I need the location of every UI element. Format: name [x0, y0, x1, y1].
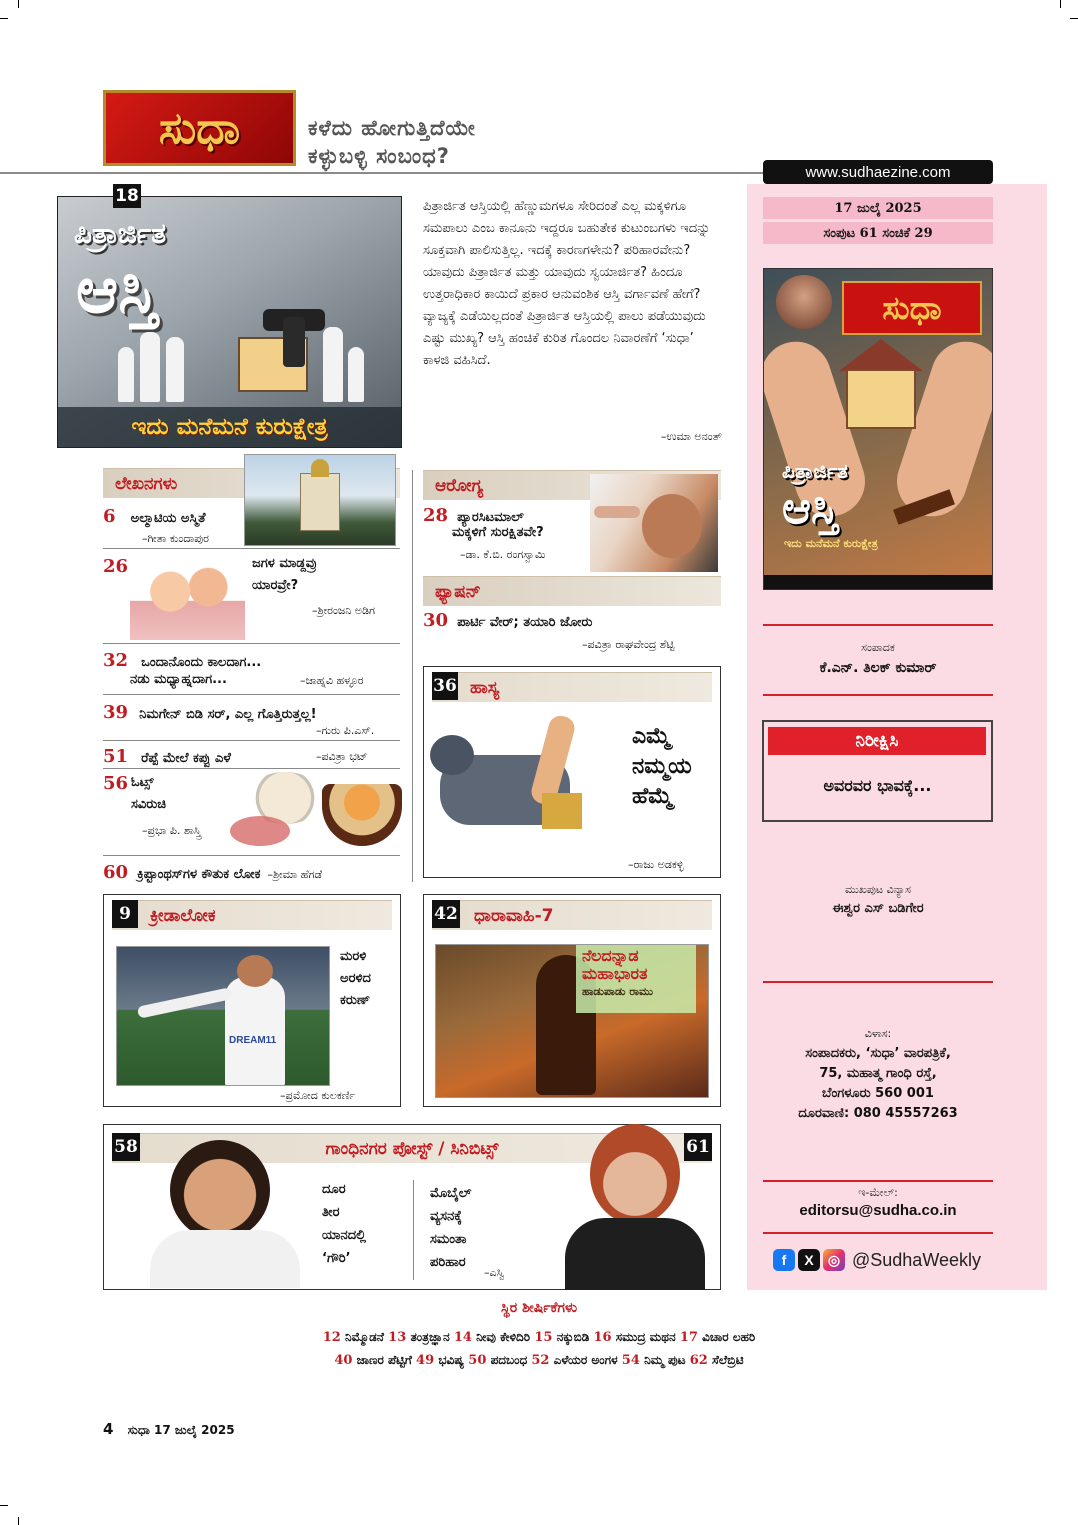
text-line: ಸಮಂತಾ: [430, 1232, 467, 1247]
title-line: ಅರಳಿದ: [340, 971, 371, 986]
article-author: –ಪ್ರಭಾ ಪಿ. ಶಾಸ್ತ್ರಿ: [142, 824, 201, 837]
cover-story-image[interactable]: [57, 196, 402, 448]
address-line: ಸಂಪಾದಕರು, ‘ಸುಧಾ’ ವಾರಪತ್ರಿಕೆ,: [805, 1046, 951, 1061]
cinema-divider: [413, 1180, 414, 1280]
player-jersey: [225, 977, 285, 1086]
caption-line: ನಮ್ಮಯ: [632, 754, 692, 779]
editor-name: ಕೆ.ಎನ್. ತಿಲಕ್ ಕುಮಾರ್: [819, 660, 937, 676]
article-author: –ರಾಜು ಅಡಕಳ್ಳಿ: [628, 858, 684, 871]
serial-page-number: 42: [432, 900, 460, 928]
article-title: ಪ್ಯಾರಸಿಟಮಾಲ್: [457, 510, 524, 525]
regular-columns-heading: ಸ್ಥಿರ ಶೀರ್ಷಿಕೆಗಳು: [500, 1300, 578, 1316]
crop-mark: [0, 18, 8, 19]
page-folio: [103, 1420, 235, 1438]
articles-heading: ಲೇಖನಗಳು: [103, 468, 400, 498]
issue-volume: ಸಂಪುಟ 61 ಸಂಚಿಕೆ 29: [763, 222, 993, 244]
article-author: –ಗುರು ಪಿ.ಎಸ್.: [316, 724, 375, 737]
email-label: ಇ-ಮೇಲ್:: [858, 1186, 898, 1199]
cover-house-roof: [839, 339, 923, 371]
tagline-line-1: ಕಳೆದು ಹೋಗುತ್ತಿದೆಯೇ: [308, 116, 476, 140]
series-title: ಮಹಾಭಾರತ: [582, 964, 648, 983]
article-title: ಅಲ್ಮಾಟಿಯ ಅಸ್ಮಿತೆ: [130, 511, 206, 526]
buffalo-head: [430, 735, 474, 775]
jersey-text: DREAM11: [229, 1035, 277, 1046]
article-title: ನಡು ಮಧ್ಯಾಹ್ನದಾಗ...: [130, 672, 227, 687]
editor-label: ಸಂಪಾದಕ: [861, 641, 895, 654]
regular-columns-row-1: [0, 1330, 1078, 1345]
issue-date: 17 ಜುಲೈ 2025: [763, 197, 993, 219]
cinema-page-left: 58: [112, 1133, 140, 1161]
article-title: ಯಾರವ್ರೇ?: [252, 578, 299, 593]
family-figure: [348, 347, 364, 402]
article-author: –ಪ್ರಮೋದ ಕುಲಕರ್ಣಿ: [280, 1089, 356, 1102]
regular-column[interactable]: 17 ವಿಚಾರ ಲಹರಿ: [679, 1330, 756, 1345]
header-tagline: [308, 114, 476, 170]
actress-right-face: [590, 1124, 680, 1224]
sidebar-rule: [763, 624, 993, 626]
page-number: 32: [103, 650, 129, 671]
regular-column[interactable]: 40 ಜಾಣರ ಪೆಟ್ಟಿಗೆ: [334, 1353, 412, 1368]
crop-mark: [1060, 0, 1061, 8]
article-item-32[interactable]: [103, 650, 400, 671]
article-title: ಮಕ್ಕಳಿಗೆ ಸುರಕ್ಷಿತವೇ?: [452, 525, 544, 540]
family-figure: [166, 337, 184, 402]
regular-column[interactable]: 14 ನೀವು ಕೇಳಿದಿರಿ: [453, 1330, 531, 1345]
address-line: ಬೆಂಗಳೂರು 560 001: [822, 1086, 934, 1101]
garnish: [230, 816, 290, 846]
text-line: ‘ಗೌರಿ’: [322, 1251, 351, 1266]
series-title-box: [576, 944, 696, 1013]
family-figure: [118, 347, 134, 402]
buffalo-cartoon-image: [430, 715, 630, 865]
article-author: –ಶ್ರೀಮಾ ಹೆಗಡೆ: [267, 868, 323, 881]
page-number: 51: [103, 746, 129, 767]
article-item-51[interactable]: [103, 746, 303, 767]
article-title: ಒಂದಾನೊಂದು ಕಾಲದಾಗ...: [141, 655, 262, 670]
health-item[interactable]: [423, 505, 524, 526]
article-author: –ಡಾ. ಕೆ.ಬಿ. ರಂಗಸ್ವಾಮಿ: [460, 548, 546, 561]
title-line: ಮರಳಿ: [340, 949, 367, 964]
article-title: ಜಗಳ ಮಾಡ್ದವ್ರು: [252, 556, 317, 571]
article-title: ಸವಿರುಚಿ: [131, 797, 167, 812]
cover-title: ಪಿತ್ರಾರ್ಜಿತ ಆಸ್ತಿ: [782, 459, 848, 534]
header-rule: [0, 172, 765, 174]
actress-left-image[interactable]: [150, 1140, 300, 1288]
review-heading: ನಿರೀಕ್ಷಿಸಿ: [768, 727, 986, 755]
article-title: ಓಟ್ಸ್: [131, 775, 154, 790]
email-link[interactable]: editorsu@sudha.co.in: [799, 1202, 957, 1219]
player-head: [237, 955, 273, 987]
article-title: ರೆಪ್ಪೆ ಮೇಲೆ ಕಪ್ಪು ಎಳೆ: [141, 751, 231, 766]
article-item-39[interactable]: [103, 702, 400, 723]
cover-story-band: ಇದು ಮನೆಮನೆ ಕುರುಕ್ಷೇತ್ರ: [58, 407, 401, 447]
child-medicine-image[interactable]: [590, 474, 718, 572]
cathedral-dome: [311, 459, 329, 477]
cover-story-page-number: 18: [113, 184, 141, 208]
regular-column[interactable]: 15 ನಕ್ಕುಬಿಡಿ: [534, 1330, 590, 1345]
text-line: ಯಾನದಲ್ಲಿ: [322, 1228, 366, 1243]
serial-heading: ಧಾರಾವಾಹಿ-7: [432, 900, 712, 930]
regular-column[interactable]: 50 ಪದಬಂಧ: [468, 1353, 528, 1368]
oats-food-image[interactable]: [230, 766, 404, 852]
cathedral-shape: [300, 473, 340, 531]
article-author: –ಜಾಹ್ನವಿ ಹಳ್ಳೂರ: [300, 674, 364, 687]
almaty-cathedral-image[interactable]: [244, 454, 396, 546]
address-line: 75, ಮಹಾತ್ಮ ಗಾಂಧಿ ರಸ್ತೆ,: [819, 1066, 937, 1081]
sidebar-rule: [763, 1232, 993, 1234]
cover-portrait: [776, 275, 832, 329]
regular-column[interactable]: 62 ಸೆಲೆಬ್ರಿಟಿ: [689, 1353, 744, 1368]
sudha-logo: ಸುಧಾ: [103, 90, 296, 166]
sports-heading: ಕ್ರೀಡಾಲೋಕ: [112, 900, 392, 930]
crop-mark: [18, 0, 19, 8]
kids-cartoon-image[interactable]: [130, 552, 245, 640]
actress-left-face: [170, 1140, 270, 1240]
row-divider: [103, 855, 400, 856]
caption-line: ಎಮ್ಮೆ: [632, 724, 671, 749]
cinema-left-text: [322, 1178, 366, 1270]
fashion-heading: ಫ್ಯಾಷನ್: [423, 576, 721, 606]
caption-line: ಹೆಮ್ಮೆ: [632, 784, 673, 809]
page-number: 60: [103, 862, 129, 883]
row-divider: [103, 694, 400, 695]
text-line: ಮೊಬೈಲ್: [430, 1186, 472, 1201]
cinema-page-right: 61: [684, 1133, 712, 1161]
series-title: ನೆಲದನ್ನಾಡ: [582, 946, 639, 965]
instagram-icon[interactable]: ◎: [823, 1249, 845, 1271]
text-line: ತೀರ: [322, 1205, 340, 1220]
actress-left-top: [150, 1230, 300, 1288]
sidebar-rule: [763, 1180, 993, 1182]
social-links: [773, 1248, 981, 1272]
article-author: –ಪವಿತ್ರಾ ರಾಘವೇಂದ್ರ ಶೆಟ್ಟಿ: [582, 638, 675, 651]
regular-column[interactable]: 49 ಭವಿಷ್ಯ: [416, 1353, 465, 1368]
cover-design-name: ಈಶ್ವರ ಎಸ್ ಬಡಿಗೇರ: [832, 901, 924, 916]
row-divider: [103, 740, 400, 741]
cover-thumbnail[interactable]: [763, 268, 993, 590]
page-number: 56: [103, 773, 129, 794]
fashion-item[interactable]: [423, 610, 592, 631]
facebook-icon[interactable]: f: [773, 1249, 795, 1271]
actress-right-blazer: [565, 1218, 705, 1290]
social-handle[interactable]: @SudhaWeekly: [852, 1249, 982, 1270]
cover-subtitle: ಇದು ಮನೆಮನೆ ಕುರುಕ್ಷೇತ್ರ: [784, 537, 878, 550]
article-title: ಪಾರ್ಟಿ ವೇರ್; ತಯಾರಿ ಜೋರು: [457, 615, 593, 630]
article-title: ಕ್ರಿಪ್ಟಾಂಥಸ್‌ಗಳ ಕೌತುಕ ಲೋಕ: [137, 867, 261, 882]
humour-heading: ಹಾಸ್ಯ: [432, 672, 712, 702]
folio-page-number: 4: [103, 1420, 114, 1438]
page-number: 28: [423, 505, 449, 526]
article-author: –ಶ್ರೀರಂಜನಿ ಅಡಿಗ: [312, 604, 376, 617]
cover-story-title-big: ಆಸ್ತಿ: [76, 254, 158, 328]
player-arm: [137, 987, 232, 1018]
column-divider: [412, 470, 413, 882]
cover-footer-bar: [764, 575, 992, 589]
article-title: ನಿಮಗೇನ್ ಬಿಡಿ ಸರ್, ಎಲ್ಲ ಗೊತ್ತಿರುತ್ತಲ್ಲ!: [139, 707, 317, 722]
health-heading: ಆರೋಗ್ಯ: [423, 470, 721, 500]
address-label: ವಿಳಾಸ:: [864, 1027, 892, 1040]
review-text: ಅವರವರ ಭಾವಕ್ಕೆ...: [823, 776, 932, 795]
page-number: 26: [103, 556, 129, 577]
article-item-6[interactable]: [103, 506, 243, 527]
folio-text: ಸುಧಾ 17 ಜುಲೈ 2025: [127, 1423, 235, 1437]
family-figure: [323, 327, 343, 402]
article-author: –ಎಸ್ವಿ: [484, 1266, 505, 1279]
phone-number: ದೂರವಾಣಿ: 080 45557263: [798, 1106, 958, 1121]
regular-column[interactable]: 54 ನಿಮ್ಮ ಪುಟ: [621, 1353, 686, 1368]
crop-mark: [18, 1517, 19, 1525]
tagline-line-2: ಕಳ್ಳುಬಳ್ಳಿ ಸಂಬಂಧ?: [308, 144, 450, 168]
cover-story-author: –ಉಮಾ ಅನಂತ್: [660, 430, 722, 443]
cinema-right-text: [430, 1182, 471, 1274]
cover-house: [846, 369, 916, 429]
article-item-60[interactable]: [103, 862, 403, 883]
cinema-heading: ಗಾಂಧಿನಗರ ಪೋಸ್ಟ್ / ಸಿನಿಬಿಟ್ಸ್: [112, 1133, 712, 1163]
humour-caption: [632, 722, 692, 812]
mahabharata-illustration[interactable]: [435, 944, 709, 1098]
website-link[interactable]: www.sudhaezine.com: [763, 160, 993, 184]
regular-columns-row-2: [0, 1353, 1078, 1368]
regular-column[interactable]: 16 ಸಮುದ್ರ ಮಥನ: [593, 1330, 676, 1345]
regular-column[interactable]: 12 ನಿಮ್ಮೊಡನೆ: [322, 1330, 384, 1345]
title-line: ಕರುಣ್: [340, 993, 371, 1008]
child-face: [642, 494, 702, 558]
x-icon[interactable]: X: [798, 1249, 820, 1271]
sidebar-rule: [763, 694, 993, 696]
text-line: ದೂರ: [322, 1182, 346, 1197]
page-number: 6: [103, 506, 116, 527]
actress-right-image[interactable]: [560, 1118, 710, 1290]
sports-page-number: 9: [112, 900, 138, 928]
cover-story-title-small: ಪಿತ್ರಾರ್ಜಿತ: [74, 217, 167, 250]
man-lungi: [542, 793, 582, 829]
crop-mark: [0, 1505, 8, 1506]
cover-story-summary: ಪಿತ್ರಾರ್ಜಿತ ಆಸ್ತಿಯಲ್ಲಿ ಹೆಣ್ಣುಮಗಳೂ ಸೇರಿದಂತೆ ಎಲ್ಲ ಮಕ್ಕಳಿಗೂ ಸಮಪಾಲು ಎಂಬ ಕಾನೂನು ಇದ್ದರೂ ಬಹುತೇಕ ಕುಟುಂಬಗಳು ಇದನ್ನು ಸೂಕ್ತವಾಗಿ ಪಾಲಿಸುತ್ತಿಲ್ಲ. ಇದಕ್ಕೆ ಕಾರಣಗಳೇನು? ಪರಿಹಾರವೇನು? ಯಾವುದು ಪಿತ್ರಾರ್ಜಿತ ಮತ್ತು ಯಾವುದು ಸ್ವಯಾರ್ಜಿತ? ಹಿಂದೂ ಉತ್ತರಾಧಿಕಾರ ಕಾಯಿದೆ ಪ್ರಕಾರ ಆನುವಂಶಿಕ ಆಸ್ತಿ ವರ್ಗಾವಣೆ ಹೇಗೆ? ವ್ಯಾಜ್ಯಕ್ಕೆ ಎಡೆಯಿಲ್ಲದಂತೆ ಪಿತ್ರಾರ್ಜಿತ ಆಸ್ತಿಯಲ್ಲಿ ಪಾಲು ಪಡೆಯುವುದು ಎಷ್ಟು ಮುಖ್ಯ? ಆಸ್ತಿ ಹಂಚಿಕೆ ಕುರಿತ ಗೊಂದಲ ನಿವಾರಣೆಗೆ ‘ಸುಧಾ’ ಕಾಳಜಿ ವಹಿಸಿದೆ.: [423, 199, 711, 368]
dropper-hand: [594, 506, 640, 518]
article-author: –ಪವಿತ್ರಾ ಭಟ್: [316, 750, 368, 763]
page-number: 30: [423, 610, 449, 631]
text-line: ವ್ಯಸನಕ್ಕೆ: [430, 1209, 462, 1224]
crop-mark: [1070, 18, 1078, 19]
cricket-player-image[interactable]: [116, 946, 330, 1086]
curry-bowl: [322, 784, 402, 846]
page-number: 39: [103, 702, 129, 723]
row-divider: [103, 548, 400, 549]
text-line: ಪರಿಹಾರ: [430, 1255, 466, 1270]
article-author: –ಗೀತಾ ಕುಂದಾಪುರ: [142, 532, 209, 545]
family-figure: [140, 332, 160, 402]
humour-page-number: 36: [432, 672, 458, 700]
sports-title: [340, 946, 371, 1012]
gavel-handle: [283, 317, 305, 367]
row-divider: [103, 643, 400, 644]
address-block: [763, 1024, 993, 1124]
sidebar-rule: [763, 981, 993, 983]
regular-column[interactable]: 52 ಎಳೆಯರ ಅಂಗಳ: [531, 1353, 618, 1368]
regular-column[interactable]: 13 ತಂತ್ರಜ್ಞಾನ: [388, 1330, 450, 1345]
series-author: ಹಾಡುಪಾಡು ರಾಮು: [582, 985, 653, 998]
cover-design-label: ಮುಖಪುಟ ವಿನ್ಯಾಸ: [844, 883, 912, 896]
cover-logo: ಸುಧಾ: [842, 281, 982, 335]
